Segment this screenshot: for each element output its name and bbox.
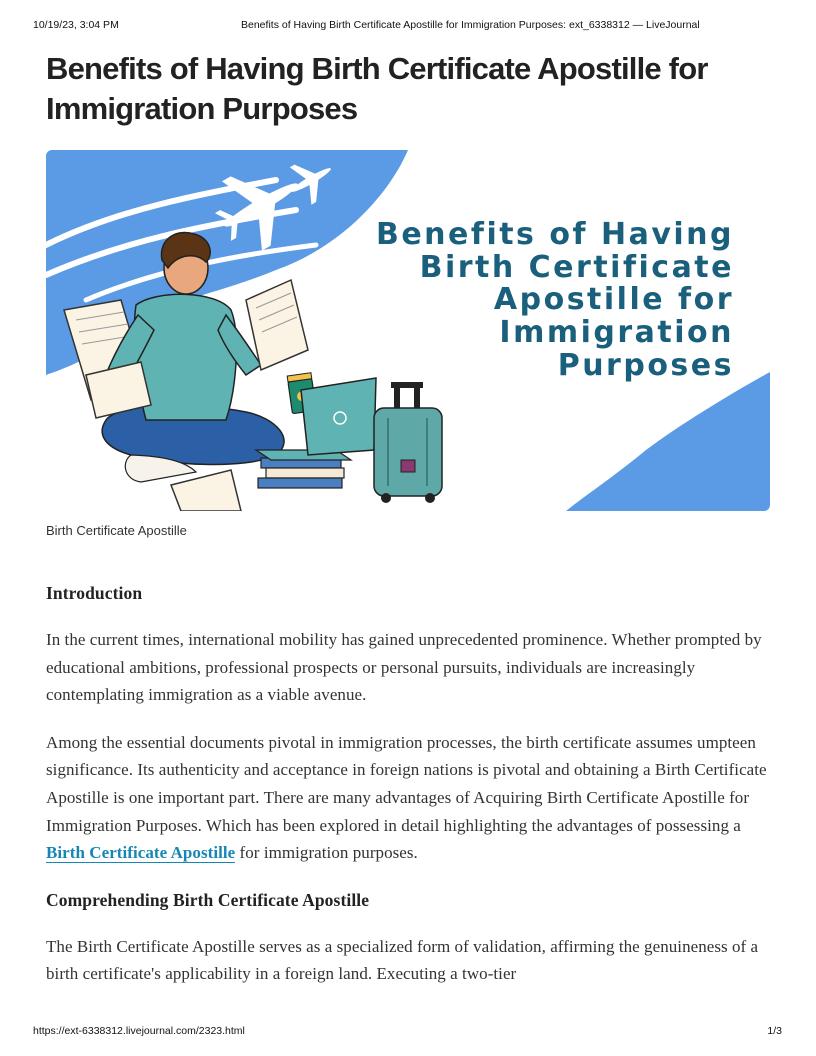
article-title: Benefits of Having Birth Certificate Apostille for Immigration Purposes <box>46 51 708 126</box>
hero-illustration <box>46 150 770 511</box>
hero-text-line-1: Benefits of Having <box>375 217 734 252</box>
hero-text-line-4: Immigration <box>499 315 734 350</box>
hero-image <box>46 150 770 511</box>
documents-paragraph-text: Among the essential documents pivotal in immigration processes, the birth certificate assumes umpteen significance. Its authenticity and acceptance in foreign nations is pivotal and obtaining a Birth Certificate Apostille is one important part. There are many advantages of Acquiring Birth Certificate Apostille for Immigration Purposes. Which has been explored in detail highlighting the advantages of possessing a <box>46 732 767 835</box>
comprehending-paragraph: The Birth Certificate Apostille serves as a specialized form of validation, affirming the genuineness of a birth certificate's applicability in a foreign land. Executing a two-tier <box>46 936 759 984</box>
documents-paragraph <box>46 729 776 867</box>
hero-text-line-2: Birth Certificate <box>419 250 734 285</box>
print-page-title: Benefits of Having Birth Certificate Apostille for Immigration Purposes: ext_6338312 — LiveJournal <box>241 19 700 31</box>
introduction-paragraph: In the current times, international mobility has gained unprecedented prominence. Whether prompted by educational ambitions, professional prospects or personal pursuits, individuals are increasingly contemplating immigration as a viable avenue. <box>46 630 762 705</box>
print-datetime: 10/19/23, 3:04 PM <box>33 19 119 31</box>
suitcase-icon <box>374 382 442 503</box>
hero-blue-shape-bottom <box>566 372 770 511</box>
image-caption: Birth Certificate Apostille <box>46 523 187 538</box>
introduction-heading: Introduction <box>46 583 143 603</box>
hero-text-line-5: Purposes <box>557 348 734 383</box>
article-body <box>46 580 776 988</box>
documents-paragraph-tail: for immigration purposes. <box>235 843 418 863</box>
print-url: https://ext-6338312.livejournal.com/2323.html <box>33 1025 245 1037</box>
comprehending-heading: Comprehending Birth Certificate Apostille <box>46 889 370 910</box>
print-page-number: 1/3 <box>767 1025 782 1037</box>
birth-certificate-apostille-link[interactable]: Birth Certificate Apostille <box>46 843 236 863</box>
hero-text-line-3: Apostille for <box>493 282 734 317</box>
